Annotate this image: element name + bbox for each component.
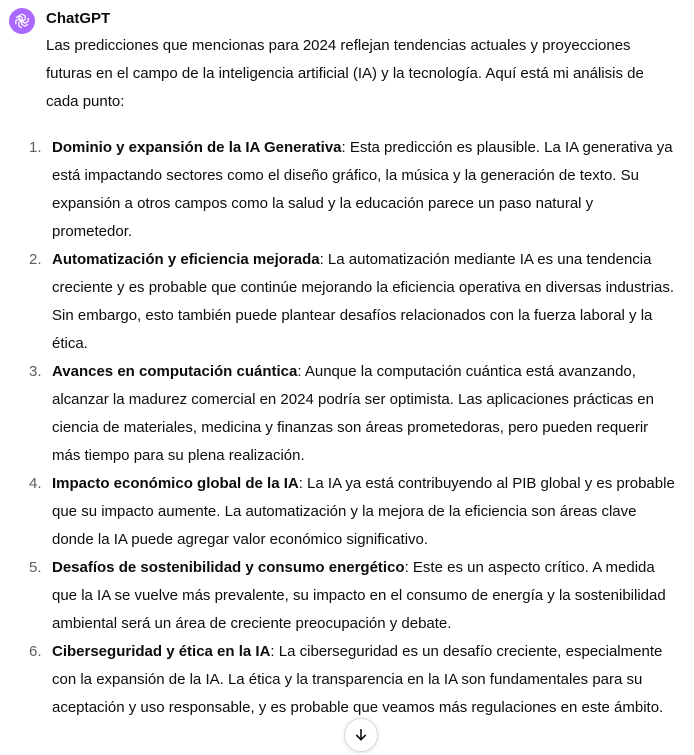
openai-logo-icon (13, 12, 31, 30)
message-author: ChatGPT (46, 10, 111, 27)
item-title: Impacto económico global de la IA (52, 475, 299, 492)
list-item (29, 554, 676, 638)
item-text: : Aunque la computación cuántica está avanzando, alcanzar la madurez comercial en 2024 podría ser optimista. Las aplicaciones prácticas en ciencia de materiales, medicina y finanzas son áreas prometedoras, pero pueden requerir más tiempo para su plena realización. (52, 363, 654, 464)
item-text: : La IA ya está contribuyendo al PIB global y es probable que su impacto aumente. La automatización y la mejora de la eficiencia son áreas clave donde la IA puede agregar valor económico significativo. (52, 475, 675, 548)
list-item (29, 470, 676, 554)
list-item (29, 638, 676, 722)
item-title: Ciberseguridad y ética en la IA (52, 643, 271, 660)
message-content (29, 32, 676, 722)
chatgpt-avatar (9, 8, 35, 34)
item-text: : Este es un aspecto crítico. A medida que la IA se vuelve más prevalente, su impacto en el consumo de energía y la sostenibilidad ambiental será un área de creciente preocupación y debate. (52, 559, 666, 632)
list-number: 3. (29, 363, 42, 380)
list-number: 4. (29, 475, 42, 492)
list-number: 1. (29, 139, 42, 156)
message-intro: Las predicciones que mencionas para 2024 reflejan tendencias actuales y proyecciones futuras en el campo de la inteligencia artificial (IA) y la tecnología. Aquí está mi análisis de cada punto: (46, 37, 644, 110)
list-number: 5. (29, 559, 42, 576)
scroll-to-bottom-button[interactable] (344, 718, 378, 752)
arrow-down-icon (353, 727, 369, 743)
list-number: 2. (29, 251, 42, 268)
item-title: Avances en computación cuántica (52, 363, 298, 380)
list-number: 6. (29, 643, 42, 660)
item-title: Desafíos de sostenibilidad y consumo energético (52, 559, 405, 576)
item-text: : Esta predicción es plausible. La IA generativa ya está impactando sectores como el diseño gráfico, la música y la generación de texto. Su expansión a otros campos como la salud y la educación parece un paso natural y prometedor. (52, 139, 673, 240)
item-title: Dominio y expansión de la IA Generativa (52, 139, 342, 156)
list-item (29, 358, 676, 470)
item-text: : La automatización mediante IA es una tendencia creciente y es probable que continúe mejorando la eficiencia operativa en diversas industrias. Sin embargo, esto también puede plantear desafíos relacionados con la fuerza laboral y la ética. (52, 251, 675, 352)
list-item (29, 246, 676, 358)
item-text: : La ciberseguridad es un desafío creciente, especialmente con la expansión de la IA. La ética y la transparencia en la IA son fundamentales para su aceptación y uso responsable, y es probable que veamos más regulaciones en este ámbito. (52, 643, 664, 716)
prediction-list (29, 134, 676, 722)
list-item (29, 134, 676, 246)
item-title: Automatización y eficiencia mejorada (52, 251, 320, 268)
